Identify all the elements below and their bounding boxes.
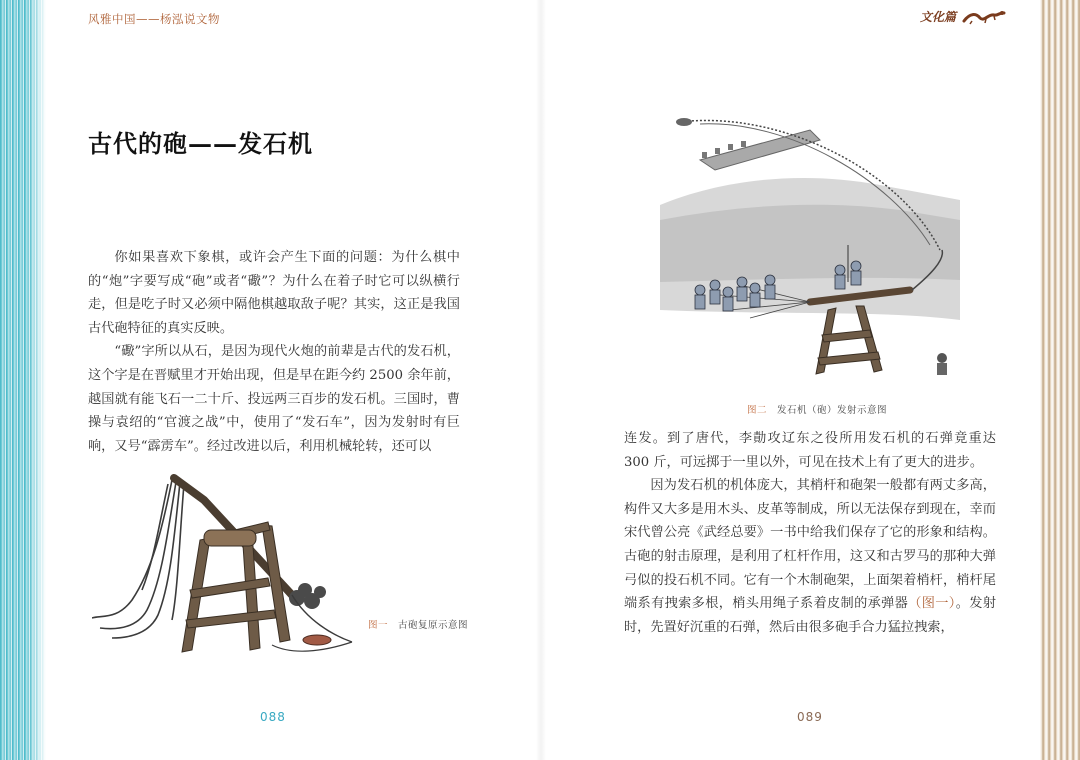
page-edge-right xyxy=(1040,0,1080,760)
brand-mark xyxy=(920,8,1006,25)
figure-2-number: 图二 xyxy=(747,405,768,416)
paragraph xyxy=(624,474,996,639)
figure-reference: （图一） xyxy=(908,596,956,612)
paragraph-text: 因为发石机的机体庞大，其梢杆和砲架一般都有两丈多高，构件又大多是用木头、皮革等制成，所以无法保存到现在，幸而宋代曾公亮《武经总要》一书中给我们保存了它的形象和结构。古砲的射击原理，是利用了杠杆作用，这又和古罗马的那种大弹弓似的投石机不同。它有一个木制砲架，上面架着梢杆，梢杆尾端系有拽索多根，梢头用绳子系着皮制的承弹器 xyxy=(624,478,996,612)
figure-1-text: 古砲复原示意图 xyxy=(398,620,469,631)
figure-2-caption xyxy=(747,402,887,416)
right-body-text xyxy=(624,427,996,639)
running-head: 风雅中国——杨泓说文物 xyxy=(88,12,220,26)
trebuchet-firing-scene-illustration xyxy=(660,110,960,385)
page-number-right: 089 xyxy=(797,710,823,724)
brand-label: 文化篇 xyxy=(919,10,956,24)
paragraph: 你如果喜欢下象棋，或许会产生下面的问题：为什么棋中的“炮”字要写成“砲”或者“礮”？为什么在着子时它可以纵横行走，但是吃子时又必须中隔他棋越取敌子呢？其实，这正是我国古代砲特征的真实反映。 xyxy=(88,250,460,336)
left-body-text xyxy=(88,246,460,458)
dragon-logo-icon xyxy=(962,9,1006,25)
figure-2-text: 发石机（砲）发射示意图 xyxy=(777,405,888,416)
page-edge-left xyxy=(0,0,46,760)
figure-1-number: 图一 xyxy=(368,620,389,631)
page-number-left: 088 xyxy=(260,710,286,724)
article-title: 古代的砲——发石机 xyxy=(88,129,313,159)
figure-1-caption xyxy=(368,617,468,631)
trebuchet-reconstruction-illustration xyxy=(92,470,362,665)
paragraph-text: 。发射时，先置好沉重的石弹，然后由很多砲手合力猛拉拽索， xyxy=(624,596,997,635)
paragraph: 连发。到了唐代，李勣攻辽东之役所用发石机的石弹竟重达 300 斤，可远掷于一里以外，可见在技术上有了更大的进步。 xyxy=(624,431,996,470)
book-spine xyxy=(536,0,546,760)
paragraph: “礮”字所以从石，是因为现代火炮的前辈是古代的发石机，这个字是在晋赋里才开始出现，但是早在距今约 2500 余年前，越国就有能飞石一二十斤、投远两三百步的发石机。三国时，曹操与袁绍的“官渡之战”中，使用了“发石车”，因为发射时有巨响，又号“霹雳车”。经过改进以后，利用机械轮转，还可以 xyxy=(88,344,460,454)
